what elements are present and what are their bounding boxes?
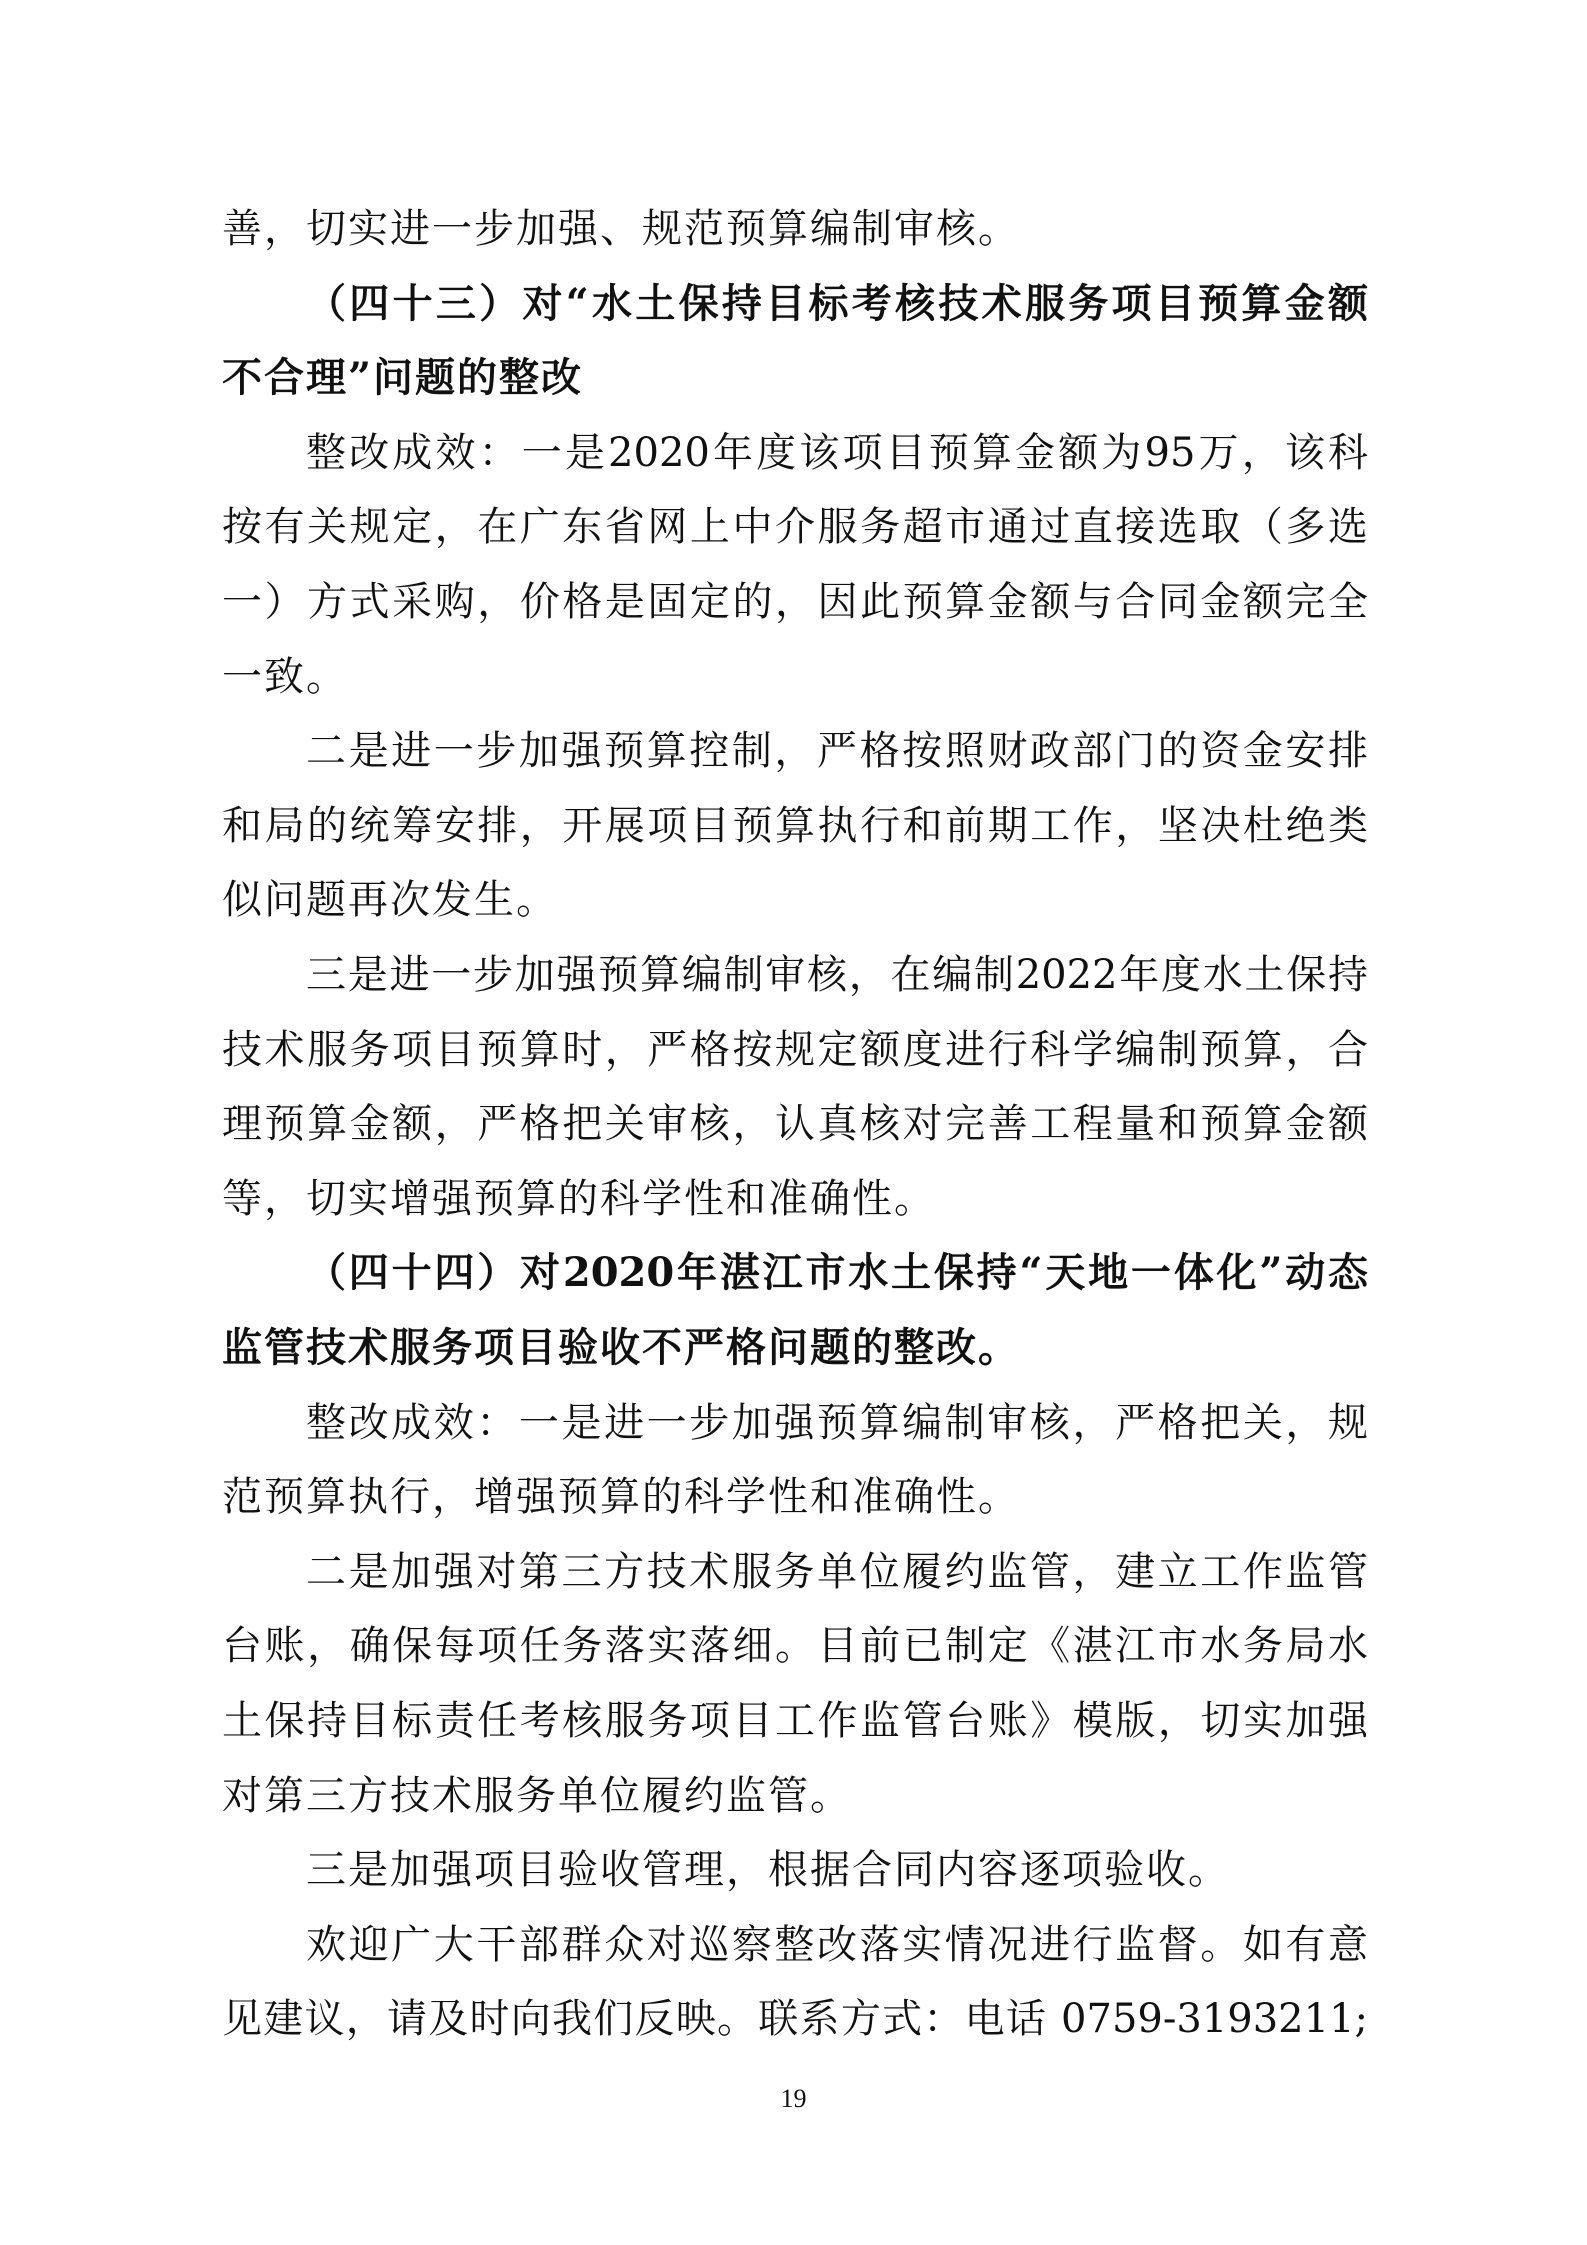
section-heading-line: （四十四）对2020年湛江市水土保持“天地一体化”动态 xyxy=(306,1249,1368,1297)
body-text-line: 一）方式采购，价格是固定的，因此预算金额与合同金额完全 xyxy=(222,579,1368,625)
body-text-line: 理预算金额，严格把关审核，认真核对完善工程量和预算金额 xyxy=(222,1101,1368,1148)
section-heading-line: 不合理”问题的整改 xyxy=(222,354,584,402)
body-text-line: 欢迎广大干部群众对巡察整改落实情况进行监督。如有意 xyxy=(306,1921,1368,1968)
body-text-line: 整改成效：一是进一步加强预算编制审核，严格把关，规 xyxy=(306,1399,1368,1446)
body-text-line: 和局的统筹安排，开展项目预算执行和前期工作，坚决杜绝类 xyxy=(222,802,1368,849)
body-text-line: 台账，确保每项任务落实落细。目前已制定《湛江市水务局水 xyxy=(222,1623,1368,1670)
body-text-line: 范预算执行，增强预算的科学性和准确性。 xyxy=(222,1474,1020,1521)
body-text-line: 技术服务项目预算时，严格按规定额度进行科学编制预算，合 xyxy=(222,1026,1368,1073)
body-text-line: 善，切实进一步加强、规范预算编制审核。 xyxy=(222,206,1020,252)
body-text-line: 似问题再次发生。 xyxy=(222,877,558,924)
section-heading-line: 监管技术服务项目验收不严格问题的整改。 xyxy=(222,1324,1020,1371)
body-text-line: 三是进一步加强预算编制审核，在编制2022年度水土保持 xyxy=(306,952,1368,998)
body-text-line: 二是进一步加强预算控制，严格按照财政部门的资金安排 xyxy=(306,728,1368,775)
body-text-line: 三是加强项目验收管理，根据合同内容逐项验收。 xyxy=(306,1847,1230,1894)
body-text-line: 按有关规定，在广东省网上中介服务超市通过直接选取（多选 xyxy=(222,504,1368,551)
body-text-line: 等，切实增强预算的科学性和准确性。 xyxy=(222,1175,936,1222)
body-text-line: 一致。 xyxy=(222,653,348,700)
body-text-line: 二是加强对第三方技术服务单位履约监管，建立工作监管 xyxy=(306,1548,1368,1595)
body-text-line: 土保持目标责任考核服务项目工作监管台账》模版，切实加强 xyxy=(222,1698,1368,1744)
page-number: 19 xyxy=(780,2084,807,2113)
body-text-line: 对第三方技术服务单位履约监管。 xyxy=(222,1772,852,1819)
section-heading-line: （四十三）对“水土保持目标考核技术服务项目预算金额 xyxy=(306,279,1368,327)
body-text-line: 整改成效：一是2020年度该项目预算金额为95万，该科 xyxy=(306,429,1368,476)
body-text-line: 见建议，请及时向我们反映。联系方式：电话 0759-3193211; xyxy=(222,1996,1368,2043)
